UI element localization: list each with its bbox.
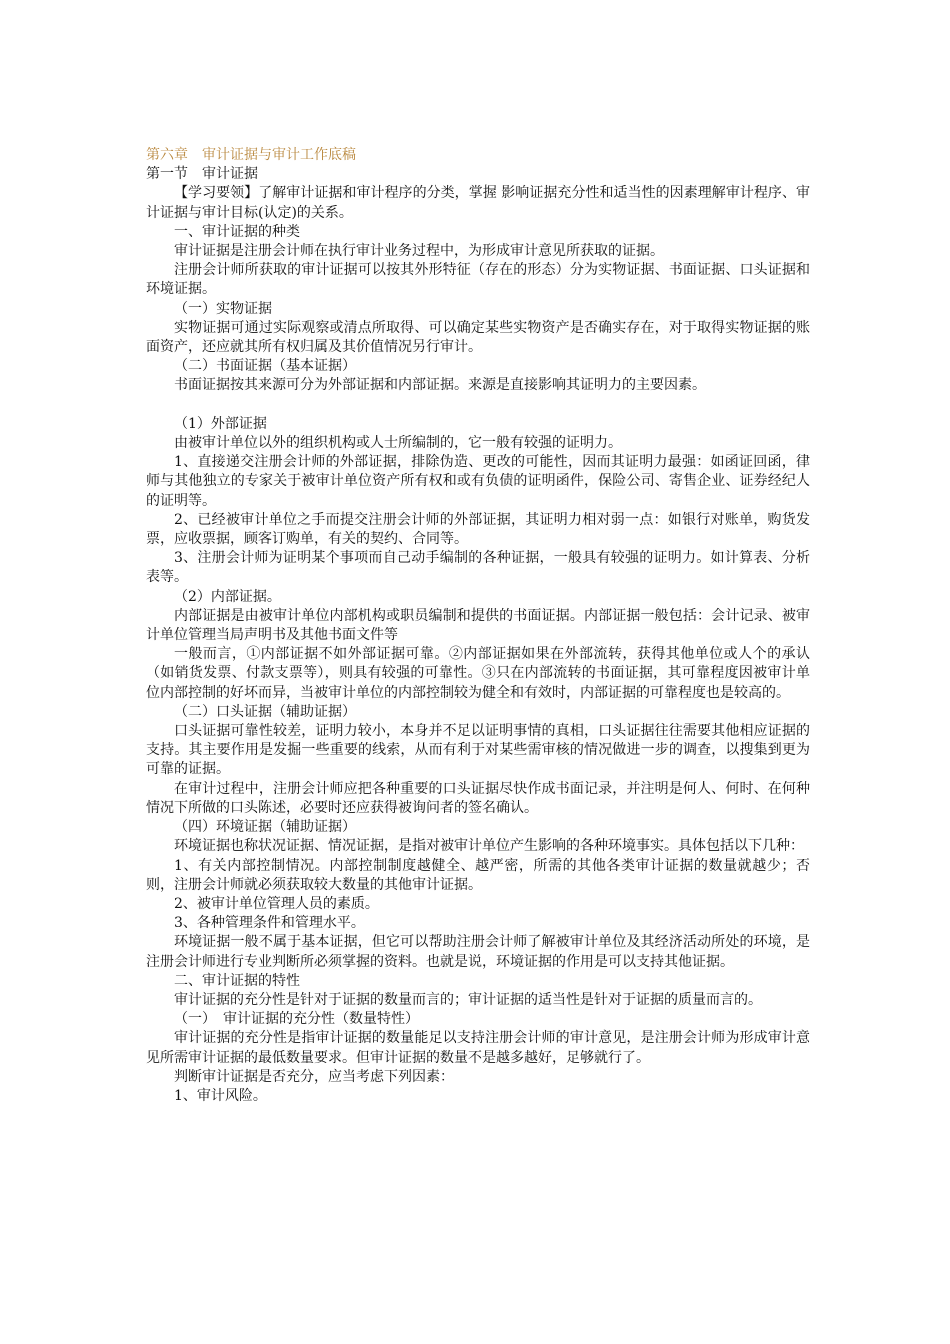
section-title: 第一节 审计证据 [146, 166, 258, 183]
subheading-internal-evidence: （2）内部证据。 [174, 588, 281, 605]
paragraph: 审计证据是注册会计师在执行审计业务过程中，为形成审计意见所获取的证据。 [174, 243, 664, 260]
paragraph: 内部证据是由被审计单位内部机构或职员编制和提供的书面证据。内部证据一般包括：会计记录、被审计单位管理当局声明书及其他书面文件等 [146, 607, 810, 644]
list-item: 3、各种管理条件和管理水平。 [174, 915, 365, 932]
subheading-external-evidence: （1）外部证据 [174, 415, 267, 432]
list-item: 3、注册会计师为证明某个事项而自己动手编制的各种证据，一般具有较强的证明力。如计算表、分析表等。 [146, 550, 810, 586]
list-item: 1、审计风险。 [174, 1087, 267, 1104]
paragraph: 审计证据的充分性是针对于证据的数量而言的；审计证据的适当性是针对于证据的质量而言的。 [174, 991, 762, 1008]
list-item: 1、有关内部控制情况。内部控制制度越健全、越严密，所需的其他各类审计证据的数量就越少；否则，注册会计师就必须获取较大数量的其他审计证据。 [146, 857, 810, 893]
subheading-documentary-evidence: （二）书面证据（基本证据） [174, 358, 356, 375]
heading-evidence-characteristics: 二、审计证据的特性 [174, 972, 300, 989]
paragraph: 在审计过程中，注册会计师应把各种重要的口头证据尽快作成书面记录，并注明是何人、何时、在何种情况下所做的口头陈述，必要时还应获得被询问者的签名确认。 [146, 780, 810, 816]
subheading-oral-evidence: （二）口头证据（辅助证据） [174, 703, 356, 720]
study-key-points: 【学习要领】了解审计证据和审计程序的分类，掌握 影响证据充分性和适当性的因素理解审计程序、审计证据与审计目标(认定)的关系。 [146, 185, 810, 221]
subheading-environmental-evidence: （四）环境证据（辅助证据） [174, 819, 356, 836]
heading-evidence-types: 一、审计证据的种类 [174, 223, 300, 240]
paragraph: 书面证据按其来源可分为外部证据和内部证据。来源是直接影响其证明力的主要因素。 [174, 377, 706, 394]
subheading-physical-evidence: （一）实物证据 [174, 300, 272, 317]
paragraph: 实物证据可通过实际观察或清点所取得、可以确定某些实物资产是否确实存在，对于取得实物证据的账面资产，还应就其所有权归属及其价值情况另行审计。 [146, 319, 810, 356]
paragraph: 注册会计师所获取的审计证据可以按其外形特征（存在的形态）分为实物证据、书面证据、口头证据和环境证据。 [146, 262, 810, 298]
paragraph: 一般而言，①内部证据不如外部证据可靠。②内部证据如果在外部流转，获得其他单位或人个的承认（如销货发票、付款支票等），则具有较强的可靠性。③只在内部流转的书面证据，其可靠程度因被审计单位内部控制的好坏而异，当被审计单位的内部控制较为健全和有效时，内部证据的可靠程度也是较高的。 [146, 646, 810, 701]
paragraph: 环境证据一般不属于基本证据，但它可以帮助注册会计师了解被审计单位及其经济活动所处的环境，是注册会计师进行专业判断所必须掌握的资料。也就是说，环境证据的作用是可以支持其他证据。 [146, 934, 810, 970]
paragraph: 判断审计证据是否充分，应当考虑下列因素： [174, 1068, 454, 1085]
list-item: 2、已经被审计单位之手而提交注册会计师的外部证据，其证明力相对弱一点：如银行对账单，购货发票，应收票据，顾客订购单，有关的契约、合同等。 [146, 511, 810, 548]
list-item: 2、被审计单位管理人员的素质。 [174, 895, 379, 912]
chapter-title: 第六章 审计证据与审计工作底稿 [146, 147, 356, 163]
blank-line [146, 396, 810, 415]
paragraph: 审计证据的充分性是指审计证据的数量能足以支持注册会计师的审计意见，是注册会计师为形成审计意见所需审计证据的最低数量要求。但审计证据的数量不是越多越好，足够就行了。 [146, 1030, 810, 1066]
list-item: 1、直接递交注册会计师的外部证据，排除伪造、更改的可能性，因而其证明力最强：如函证回函，律师与其他独立的专家关于被审计单位资产所有权和或有负债的证明函件，保险公司、寄售企业、证券经纪人的证明等。 [146, 454, 810, 509]
document-page [146, 146, 810, 1106]
paragraph: 由被审计单位以外的组织机构或人士所编制的，它一般有较强的证明力。 [174, 435, 622, 452]
paragraph: 环境证据也称状况证据、情况证据，是指对被审计单位产生影响的各种环境事实。具体包括以下几种： [174, 838, 804, 855]
subheading-sufficiency: （一） 审计证据的充分性（数量特性） [174, 1011, 419, 1028]
paragraph: 口头证据可靠性较差，证明力较小，本身并不足以证明事情的真相，口头证据往往需要其他相应证据的支持。其主要作用是发掘一些重要的线索，从而有利于对某些需审核的情况做进一步的调查，以搜集到更为可靠的证据。 [146, 723, 810, 778]
